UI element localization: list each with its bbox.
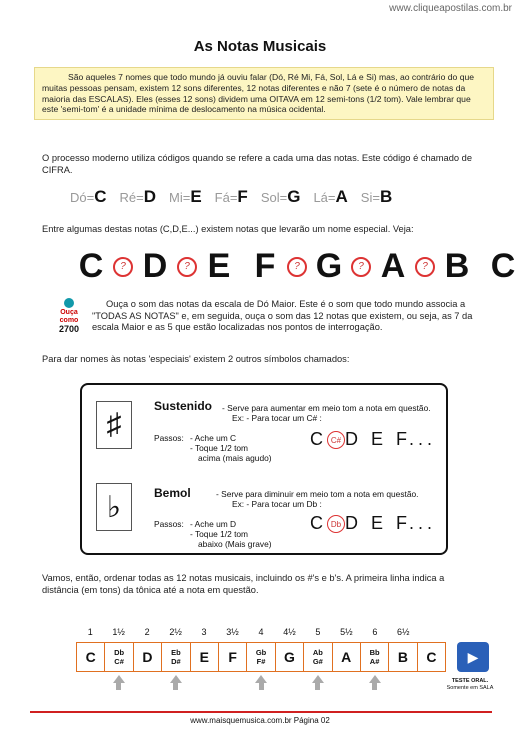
arrow-stem: [372, 683, 377, 690]
note-sharp: C#: [114, 657, 124, 666]
order-paragraph: Vamos, então, ordenar todas as 12 notas musicais, incluindo os #'s e b's. A primeira linha indica a distância (em tons) da tônica até a nota em questão.: [42, 573, 445, 595]
cifra-code: F: [237, 187, 248, 206]
distance-label: 2½: [169, 627, 182, 637]
question-mark-icon: ?: [113, 257, 133, 277]
bemol-desc: - Serve para diminuir em meio tom a nota em questão.: [216, 489, 419, 499]
note-cell: C: [77, 643, 105, 671]
bemol-example: Ex: - Para tocar um Db :: [232, 499, 322, 509]
cifra-name: Si=: [360, 190, 380, 205]
intro-box: São aqueles 7 nomes que todo mundo já ouviu falar (Dó, Ré Mi, Fá, Sol, Lá e Si) mas, ao contrário do que muitas pessoas pensam, existem 12 sons diferentes, 12 notas diferentes e não 7 (sete é o número de notas da maioria das ESCALAS). Eles (esses 12 sons) dividem uma OITAVA em 12 semi-tons (1/2 tom). Vale lembrar que este 'semi-tom' é a unidade mínima de deslocamento na música ocidental.: [34, 67, 494, 120]
question-mark-icon: ?: [351, 257, 371, 277]
test-label-line1: TESTE ORAL.: [451, 678, 489, 684]
note-cell: [304, 643, 332, 671]
big-note-letter: C: [490, 247, 516, 285]
cifra-row: [70, 187, 392, 207]
note-sharp: A#: [369, 657, 380, 666]
bemol-step-1: - Ache um D: [190, 519, 237, 529]
sustenido-demo: [310, 429, 436, 450]
note-flat: Ab: [312, 648, 323, 657]
arrow-stem: [173, 683, 178, 690]
sustenido-example: Ex: - Para tocar um C# :: [232, 413, 322, 423]
sustenido-desc: - Serve para aumentar em meio tom a nota em questão.: [222, 403, 431, 413]
up-arrow-icon: [369, 675, 381, 683]
note-cell: A: [333, 643, 361, 671]
listen-paragraph: Ouça o som das notas da escala de Dó Maior. Este é o som que todo mundo associa a "TODAS AS NOTAS" e, em seguida, ouça o som das 12 notas que existem, ou seja, as 7 da escala Maior e as 5 que estão localizadas nos pontos de interrogação.: [92, 299, 473, 332]
cifra-code: B: [379, 187, 393, 206]
symbols-panel: [80, 383, 448, 555]
sustenido-demo-mark: C#: [327, 431, 345, 449]
video-camera-icon[interactable]: ▶: [457, 642, 489, 672]
cifra-name: Ré=: [119, 190, 144, 205]
question-mark-icon: ?: [287, 257, 307, 277]
note-cell: [105, 643, 133, 671]
note-cell: [162, 643, 190, 671]
distance-label: 4: [258, 627, 264, 637]
bemol-title: Bemol: [154, 486, 191, 500]
cifra-name: Dó=: [70, 190, 95, 205]
note-flat: Gb: [255, 648, 267, 657]
cifra-item: [120, 187, 157, 207]
distance-label: 3½: [226, 627, 239, 637]
note-flat: Eb: [171, 648, 181, 657]
cifra-name: Mi=: [169, 190, 191, 205]
audio-badge-line1: Ouça: [60, 309, 78, 316]
arrow-stem: [116, 683, 121, 690]
note-cell: F: [219, 643, 247, 671]
bemol-demo-mark: Db: [327, 515, 345, 533]
distance-label: 2: [144, 627, 150, 637]
note-flat: Bb: [369, 648, 380, 657]
big-note-letter: B: [444, 247, 470, 285]
test-label-line2: Somente em SALA: [446, 685, 494, 691]
cifra-code: A: [335, 187, 348, 206]
cifra-item: [215, 187, 248, 207]
sustenido-step-1: - Ache um C: [190, 433, 237, 443]
cifra-name: Fá=: [214, 190, 238, 205]
question-mark-icon: ?: [415, 257, 435, 277]
up-arrow-icon: [255, 675, 267, 683]
distance-label: 1½: [112, 627, 125, 637]
cifra-item: [361, 187, 392, 207]
distance-label: 1: [87, 627, 93, 637]
note-sharp: D#: [171, 657, 181, 666]
sharp-icon: ♯: [96, 401, 132, 449]
sustenido-demo-left: C: [310, 429, 327, 449]
cifra-item: [313, 187, 347, 207]
page-title: As Notas Musicais: [193, 38, 327, 55]
sustenido-step-2: - Toque 1/2 tom: [190, 443, 249, 453]
cifra-code: D: [143, 187, 156, 206]
up-arrow-icon: [113, 675, 125, 683]
flat-icon: ♭: [96, 483, 132, 531]
bemol-step-3: abaixo (Mais grave): [198, 539, 272, 549]
distance-label: 3: [201, 627, 207, 637]
cifra-code: G: [287, 187, 301, 206]
big-note-letter: G: [315, 247, 343, 285]
site-url[interactable]: www.cliqueapostilas.com.br: [389, 3, 512, 14]
big-note-letter: F: [254, 247, 276, 285]
up-arrow-icon: [312, 675, 324, 683]
distance-row: [76, 627, 446, 639]
note-cell: [247, 643, 275, 671]
audio-badge[interactable]: [52, 298, 86, 334]
big-note-letter: A: [380, 247, 406, 285]
cifra-item: [169, 187, 202, 207]
question-mark-icon: ?: [177, 257, 197, 277]
speaker-icon: [64, 298, 74, 308]
note-cell: B: [389, 643, 417, 671]
bemol-demo: [310, 513, 436, 534]
audio-badge-line2: como: [59, 317, 79, 324]
distance-label: 4½: [283, 627, 296, 637]
distance-label: 5½: [340, 627, 353, 637]
footer-rule: [30, 711, 492, 713]
test-label: [440, 678, 500, 692]
note-cell: [361, 643, 389, 671]
note-sharp: F#: [256, 657, 266, 666]
note-cell: D: [134, 643, 162, 671]
note-cell: G: [276, 643, 304, 671]
big-letters-row: [72, 247, 520, 286]
sustenido-title: Sustenido: [154, 399, 213, 413]
sustenido-demo-right: D E F...: [345, 429, 437, 449]
bemol-demo-right: D E F...: [345, 513, 437, 533]
special-notes-paragraph: Entre algumas destas notas (C,D,E...) existem notas que levarão um nome especial. Veja:: [42, 224, 414, 234]
big-note-letter: D: [142, 247, 168, 285]
big-note-letter: C: [78, 247, 104, 285]
bemol-steps-label: Passos:: [154, 519, 184, 529]
notes-bar: [76, 642, 446, 672]
cifra-code: E: [190, 187, 202, 206]
bemol-demo-left: C: [310, 513, 327, 533]
arrow-stem: [315, 683, 320, 690]
note-cell: E: [191, 643, 219, 671]
symbols-paragraph: Para dar nomes às notas 'especiais' existem 2 outros símbolos chamados:: [42, 354, 350, 364]
note-sharp: G#: [312, 657, 323, 666]
note-flat: Db: [114, 648, 125, 657]
cifra-name: Lá=: [313, 190, 336, 205]
cifra-code: C: [94, 187, 107, 206]
distance-label: 6½: [397, 627, 410, 637]
sustenido-step-3: acima (mais agudo): [198, 453, 272, 463]
sustenido-steps-label: Passos:: [154, 433, 184, 443]
up-arrow-icon: [170, 675, 182, 683]
cifra-item: [70, 187, 107, 207]
bemol-step-2: - Toque 1/2 tom: [190, 529, 249, 539]
arrow-stem: [259, 683, 264, 690]
cifra-paragraph: O processo moderno utiliza códigos quando se refere a cada uma das notas. Este código é chamado de CIFRA.: [42, 153, 472, 175]
footer: www.maisquemusica.com.br Página 02: [190, 716, 330, 725]
distance-label: 5: [315, 627, 321, 637]
audio-badge-number: 2700: [58, 324, 80, 334]
cifra-item: [261, 187, 301, 207]
big-note-letter: E: [207, 247, 231, 285]
distance-label: 6: [372, 627, 378, 637]
note-cell: C: [426, 649, 437, 665]
cifra-name: Sol=: [260, 190, 288, 205]
